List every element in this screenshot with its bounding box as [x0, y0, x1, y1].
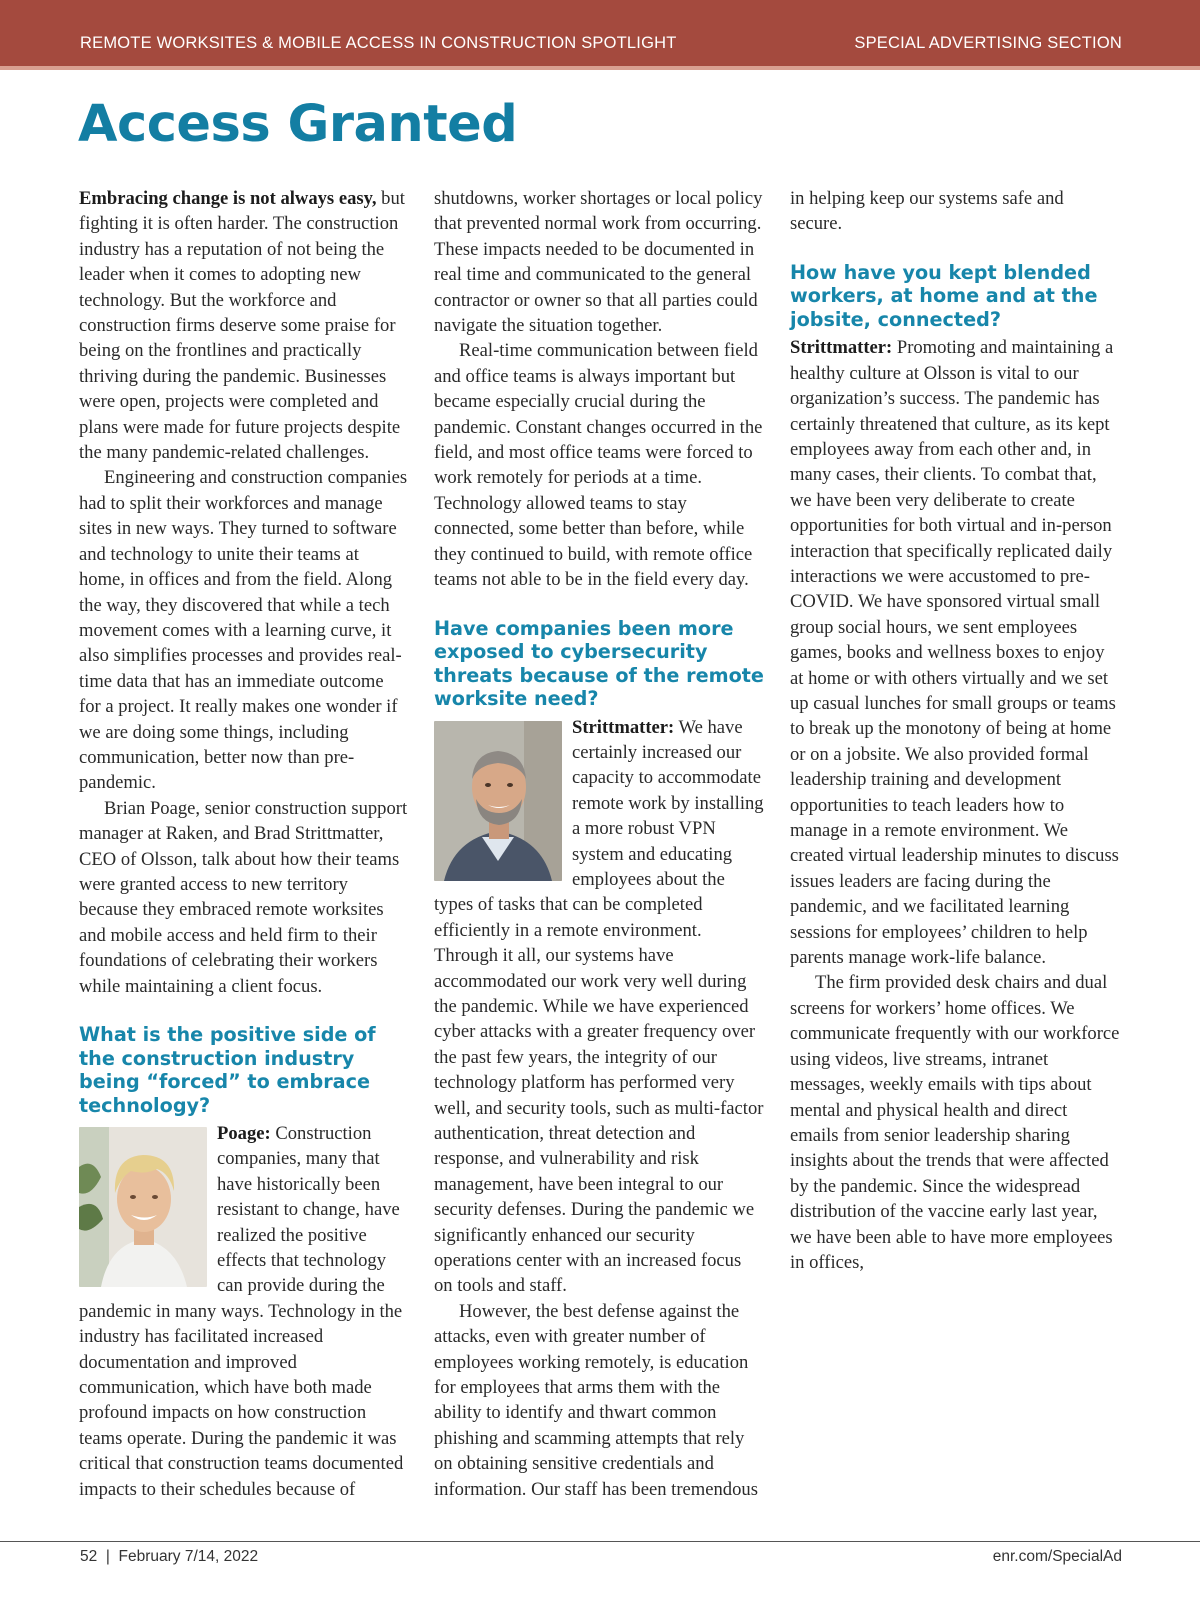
footer-page-info — [80, 1548, 258, 1566]
footer-rule — [0, 1541, 1200, 1542]
answer-1-speaker: Poage: — [217, 1123, 271, 1144]
answer-1-paragraph — [79, 1121, 409, 1502]
answer-2-paragraph-2: However, the best defense against the attacks, even with greater number of employees working remotely, is education for employees that arms them with the ability to identify and thwart common phishing and scamming attempts that rely on obtaining sensitive credentials and information. Our staff has been tremendous — [434, 1300, 758, 1500]
question-3-heading: How have you kept blended workers, at home and at the jobsite, connected? — [790, 260, 1098, 331]
question-1-heading: What is the positive side of the construction industry being “forced” to embrace technology? — [79, 1023, 376, 1117]
footer-site-url: enr.com/SpecialAd — [992, 1548, 1122, 1565]
answer-1-paragraph-continued — [434, 186, 764, 338]
intro-paragraph — [79, 186, 409, 465]
intro-text: but fighting it is often harder. The construction industry has a reputation of not being the leader when it comes to adopting new technology. But the workforce and construction firms deserve some praise for being on the frontlines and practically thriving during the pandemic. Businesses were open, projects were completed and plans were made for future projects despite the many pandemic-related challenges. — [79, 188, 405, 464]
answer-1-text: Construction companies, many that have historically been resistant to change, have realized the positive effects that technology can provide during the pandemic in many ways. Technology in the industry has facilitated increased documentation and improved communication, which have both made profound impacts on how construction teams operate. During the pandemic it was critical that construction teams documented impacts to their schedules because of — [79, 1123, 404, 1500]
paragraph-3: Brian Poage, senior construction support manager at Raken, and Brad Strittmatter, CEO of Olsson, talk about how their teams were granted access to new territory because they embraced remote worksites and mobile access and held firm to their foundations of celebrating their workers while maintaining a client focus. — [79, 797, 408, 997]
footer-separator: | — [105, 1548, 110, 1565]
answer-2-speaker: Strittmatter: — [572, 716, 675, 738]
header-rule — [0, 66, 1200, 70]
page-number: 52 — [80, 1548, 98, 1565]
paragraph-2: Engineering and construction companies had to split their workforces and manage sites in new ways. They turned to software and technology to unite their teams at home, in offices and from the field. Along the way, they discovered that while a tech movement comes with a learning curve, it also simplifies processes and provides real-time data that has an immediate outcome for a project. It really makes one wonder if we are doing some things, including communication, better now than pre-pandemic. — [79, 467, 408, 794]
question-2-heading: Have companies been more exposed to cybersecurity threats because of the remote worksite need? — [434, 616, 764, 710]
column-1 — [79, 186, 409, 1502]
section-label: SPECIAL ADVERTISING SECTION — [854, 34, 1122, 52]
column-3 — [790, 186, 1120, 1275]
answer-3-paragraph — [790, 335, 1120, 970]
article-title: Access Granted — [78, 95, 518, 154]
header-band — [0, 0, 1200, 66]
answer-2-text: We have certainly increased our capacity to accommodate remote work by installing a more robust VPN system and educating employees about the types of tasks that can be completed efficiently in a remote environment. Through it all, our systems have accommodated our work very well during the pandemic. While we have experienced cyber attacks with a greater frequency over the past few years, the integrity of our technology platform has performed very well, and security tools, such as multi-factor authentication, threat detection and response, and vulnerability and risk management, have been integral to our security defenses. During the pandemic we significantly enhanced our security operations center with an increased focus on tools and staff. — [434, 716, 764, 1297]
answer-2-paragraph — [434, 715, 764, 1299]
section-title: REMOTE WORKSITES & MOBILE ACCESS IN CONSTRUCTION SPOTLIGHT — [80, 34, 677, 52]
poage-portrait-photo — [79, 1127, 207, 1287]
answer-3-paragraph-2: The firm provided desk chairs and dual screens for workers’ home offices. We communicate frequently with our workforce using videos, live streams, intranet messages, weekly emails with tips about mental and physical health and direct emails from senior leadership sharing insights about the trends that were affected by the pandemic. Since the widespread distribution of the vaccine early last year, we have been able to have more employees in offices, — [790, 972, 1120, 1273]
answer-3-text: Promoting and maintaining a healthy culture at Olsson is vital to our organization’s success. The pandemic has certainly threatened that culture, as its kept employees away from each other and, in many cases, their clients. To combat that, we have been very deliberate to create opportunities for both virtual and in-person interaction that specifically replicated daily interactions we were accustomed to pre-COVID. We have sponsored virtual small group social hours, we sent employees games, books and wellness boxes to enjoy at home or with others virtually and we set up casual lunches for small groups or teams to break up the monotony of being at home or on a jobsite. We also provided formal leadership training and development opportunities to teach leaders how to manage in a remote environment. We created virtual leadership minutes to discuss issues leaders are facing during the pandemic, and we facilitated learning sessions for employees’ children to help parents manage work-life balance. — [790, 337, 1119, 969]
lead-bold: Embracing change is not always easy, — [79, 188, 377, 209]
answer-2-paragraph-2-continued: in helping keep our systems safe and secure. — [790, 188, 1064, 235]
column-2 — [434, 186, 764, 1502]
answer-1-text-continued: shutdowns, worker shortages or local policy that prevented normal work from occurring. These impacts needed to be documented in real time and communicated to the general contractor or owner so that all parties could navigate the situation together. — [434, 188, 763, 337]
strittmatter-portrait-photo — [434, 721, 562, 881]
answer-1-paragraph-2: Real-time communication between field and office teams is always important but became especially crucial during the pandemic. Constant changes occurred in the field, and most office teams were forced to work remotely for periods at a time. Technology allowed teams to stay connected, some better than before, while they continued to build, with remote office teams not able to be in the field every day. — [434, 340, 763, 591]
answer-3-speaker: Strittmatter: — [790, 337, 893, 359]
issue-date: February 7/14, 2022 — [118, 1548, 259, 1565]
